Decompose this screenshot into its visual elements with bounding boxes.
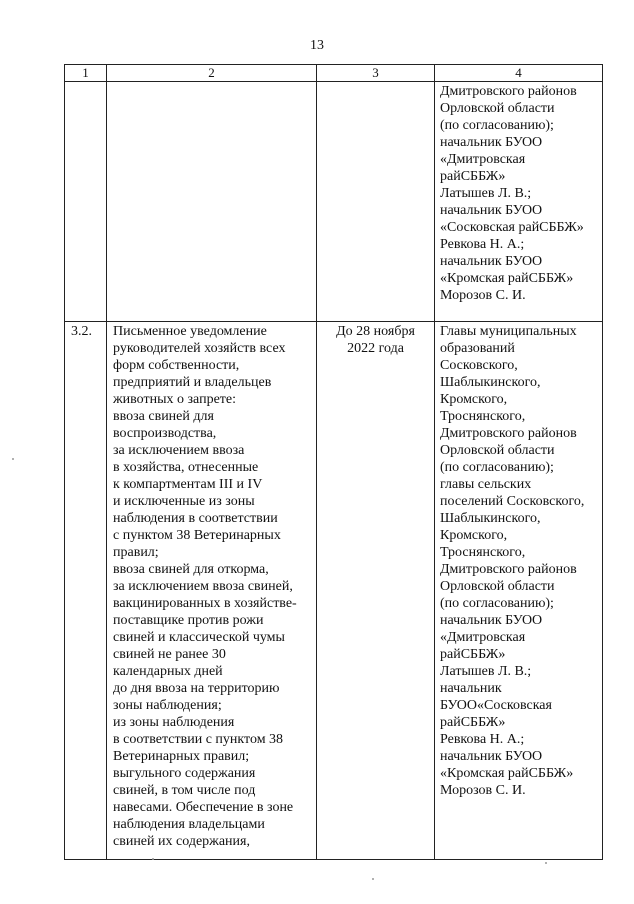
- responsible-cell: [435, 82, 603, 322]
- text-line: животных о запрете:: [113, 392, 236, 407]
- text-line: «Кромская райСББЖ»: [440, 271, 574, 286]
- responsible-cell: [435, 322, 603, 860]
- text-line: Сосковского,: [440, 358, 518, 373]
- text-line: из зоны наблюдения: [113, 715, 235, 730]
- text-line: Орловской области: [440, 579, 555, 594]
- deadline-cell: [317, 322, 435, 860]
- text-line: предприятий и владельцев: [113, 375, 272, 390]
- text-line: Троснянского,: [440, 545, 526, 560]
- text-line: райСББЖ»: [440, 169, 506, 184]
- text-line: календарных дней: [113, 664, 223, 679]
- text-line: ввоза свиней для: [113, 409, 214, 424]
- text-line: наблюдения в соответствии: [113, 511, 278, 526]
- text-line: главы сельских: [440, 477, 532, 492]
- text-line: Орловской области: [440, 101, 555, 116]
- text-line: Морозов С. И.: [440, 783, 526, 798]
- text-line: с пунктом 38 Ветеринарных: [113, 528, 281, 543]
- scan-speck: [12, 458, 14, 460]
- measure-cell: [107, 82, 317, 322]
- text-line: наблюдения владельцами: [113, 817, 265, 832]
- text-line: свиней, в том числе под: [113, 783, 256, 798]
- scan-speck: [545, 862, 547, 864]
- row-number-cell: 3.2.: [65, 322, 107, 860]
- text-line: Ревкова Н. А.;: [440, 732, 525, 747]
- text-line: Шаблыкинского,: [440, 511, 541, 526]
- text-line: «Дмитровская: [440, 152, 526, 167]
- text-line: До 28 ноября: [336, 324, 415, 339]
- text-line: за исключением ввоза свиней,: [113, 579, 293, 594]
- text-line: Орловской области: [440, 443, 555, 458]
- deadline-cell: [317, 82, 435, 322]
- text-line: Морозов С. И.: [440, 288, 526, 303]
- text-line: Ветеринарных правил;: [113, 749, 250, 764]
- measures-table: [64, 64, 603, 860]
- table-row-3-2: [65, 322, 603, 860]
- text-line: Кромского,: [440, 392, 508, 407]
- text-line: руководителей хозяйств всех: [113, 341, 286, 356]
- text-line: 2022 года: [347, 341, 404, 356]
- text-line: БУОО«Сосковская: [440, 698, 552, 713]
- text-line: свиней и классической чумы: [113, 630, 285, 645]
- text-line: Латышев Л. В.;: [440, 186, 532, 201]
- text-line: Письменное уведомление: [113, 324, 267, 339]
- page-number: 13: [310, 38, 324, 53]
- table-header-row: [65, 65, 603, 82]
- text-line: в соответствии с пунктом 38: [113, 732, 284, 747]
- text-line: до дня ввоза на территорию: [113, 681, 280, 696]
- text-line: (по согласованию);: [440, 460, 554, 475]
- text-line: правил;: [113, 545, 159, 560]
- header-col-3: 3: [317, 65, 435, 82]
- text-line: Кромского,: [440, 528, 508, 543]
- text-line: зоны наблюдения;: [113, 698, 222, 713]
- text-line: «Сосковская райСББЖ»: [440, 220, 584, 235]
- text-line: начальник БУОО: [440, 254, 543, 269]
- header-col-2: 2: [107, 65, 317, 82]
- table-row-continuation: [65, 82, 603, 322]
- text-line: райСББЖ»: [440, 715, 506, 730]
- text-line: свиней не ранее 30: [113, 647, 226, 662]
- text-line: «Кромская райСББЖ»: [440, 766, 574, 781]
- scan-speck: [372, 878, 374, 880]
- text-line: (по согласованию);: [440, 596, 554, 611]
- text-line: ввоза свиней для откорма,: [113, 562, 269, 577]
- text-line: начальник БУОО: [440, 613, 543, 628]
- text-line: Дмитровского районов: [440, 426, 577, 441]
- text-line: выгульного содержания: [113, 766, 256, 781]
- text-line: поселений Сосковского,: [440, 494, 585, 509]
- text-line: начальник БУОО: [440, 749, 543, 764]
- text-line: вакцинированных в хозяйстве-: [113, 596, 297, 611]
- text-line: Троснянского,: [440, 409, 526, 424]
- text-line: образований: [440, 341, 515, 356]
- scan-speck: [152, 858, 154, 860]
- text-line: Ревкова Н. А.;: [440, 237, 525, 252]
- text-line: воспроизводства,: [113, 426, 217, 441]
- header-col-4: 4: [435, 65, 603, 82]
- text-line: поставщике против рожи: [113, 613, 264, 628]
- text-line: райСББЖ»: [440, 647, 506, 662]
- text-line: форм собственности,: [113, 358, 240, 373]
- text-line: Главы муниципальных: [440, 324, 577, 339]
- text-line: Дмитровского районов: [440, 84, 577, 99]
- text-line: в хозяйства, отнесенные: [113, 460, 259, 475]
- text-line: Дмитровского районов: [440, 562, 577, 577]
- text-line: навесами. Обеспечение в зоне: [113, 800, 294, 815]
- text-line: Латышев Л. В.;: [440, 664, 532, 679]
- text-line: и исключенные из зоны: [113, 494, 255, 509]
- text-line: за исключением ввоза: [113, 443, 245, 458]
- measure-cell: [107, 322, 317, 860]
- text-line: Шаблыкинского,: [440, 375, 541, 390]
- text-line: (по согласованию);: [440, 118, 554, 133]
- text-line: начальник: [440, 681, 502, 696]
- text-line: свиней их содержания,: [113, 834, 250, 849]
- header-col-1: 1: [65, 65, 107, 82]
- text-line: «Дмитровская: [440, 630, 526, 645]
- text-line: начальник БУОО: [440, 135, 543, 150]
- text-line: начальник БУОО: [440, 203, 543, 218]
- text-line: к компартментам III и IV: [113, 477, 263, 492]
- row-number-cell: [65, 82, 107, 322]
